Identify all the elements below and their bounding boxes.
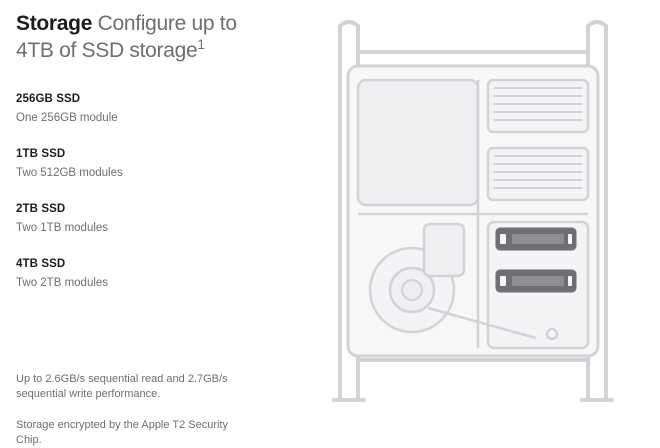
page-title (16, 10, 266, 64)
footnote-encryption: Storage encrypted by the Apple T2 Security Chip. (16, 419, 228, 446)
list-item (16, 202, 266, 236)
storage-option-description: Two 1TB modules (16, 222, 109, 234)
storage-option-title: 256GB SSD (16, 93, 81, 105)
ssd-module-1 (496, 228, 576, 250)
headline-footnote-marker: 1 (197, 37, 205, 52)
list-item (16, 92, 266, 126)
fan-hub (402, 280, 422, 300)
storage-option-description: Two 512GB modules (16, 167, 123, 179)
mac-pro-interior-diagram (300, 8, 645, 428)
headline-rest: Configure up to 4TB of SSD storage (16, 12, 237, 62)
mac-pro-illustration-svg (300, 8, 645, 428)
ssd-module-2 (496, 270, 576, 292)
footnotes (16, 372, 256, 448)
storage-option-title: 4TB SSD (16, 258, 66, 270)
storage-option-description: One 256GB module (16, 112, 118, 124)
list-item (16, 147, 266, 181)
storage-options-list (16, 92, 266, 291)
footnote-performance: Up to 2.6GB/s sequential read and 2.7GB/s sequential write performance. (16, 373, 228, 400)
headline-emphasis: Storage (16, 12, 93, 35)
storage-option-title: 2TB SSD (16, 203, 66, 215)
io-module (424, 224, 464, 276)
list-item (16, 257, 266, 291)
left-content-column (16, 10, 266, 312)
storage-option-title: 1TB SSD (16, 148, 66, 160)
storage-option-description: Two 2TB modules (16, 277, 109, 289)
cpu-cover-panel (358, 80, 478, 205)
